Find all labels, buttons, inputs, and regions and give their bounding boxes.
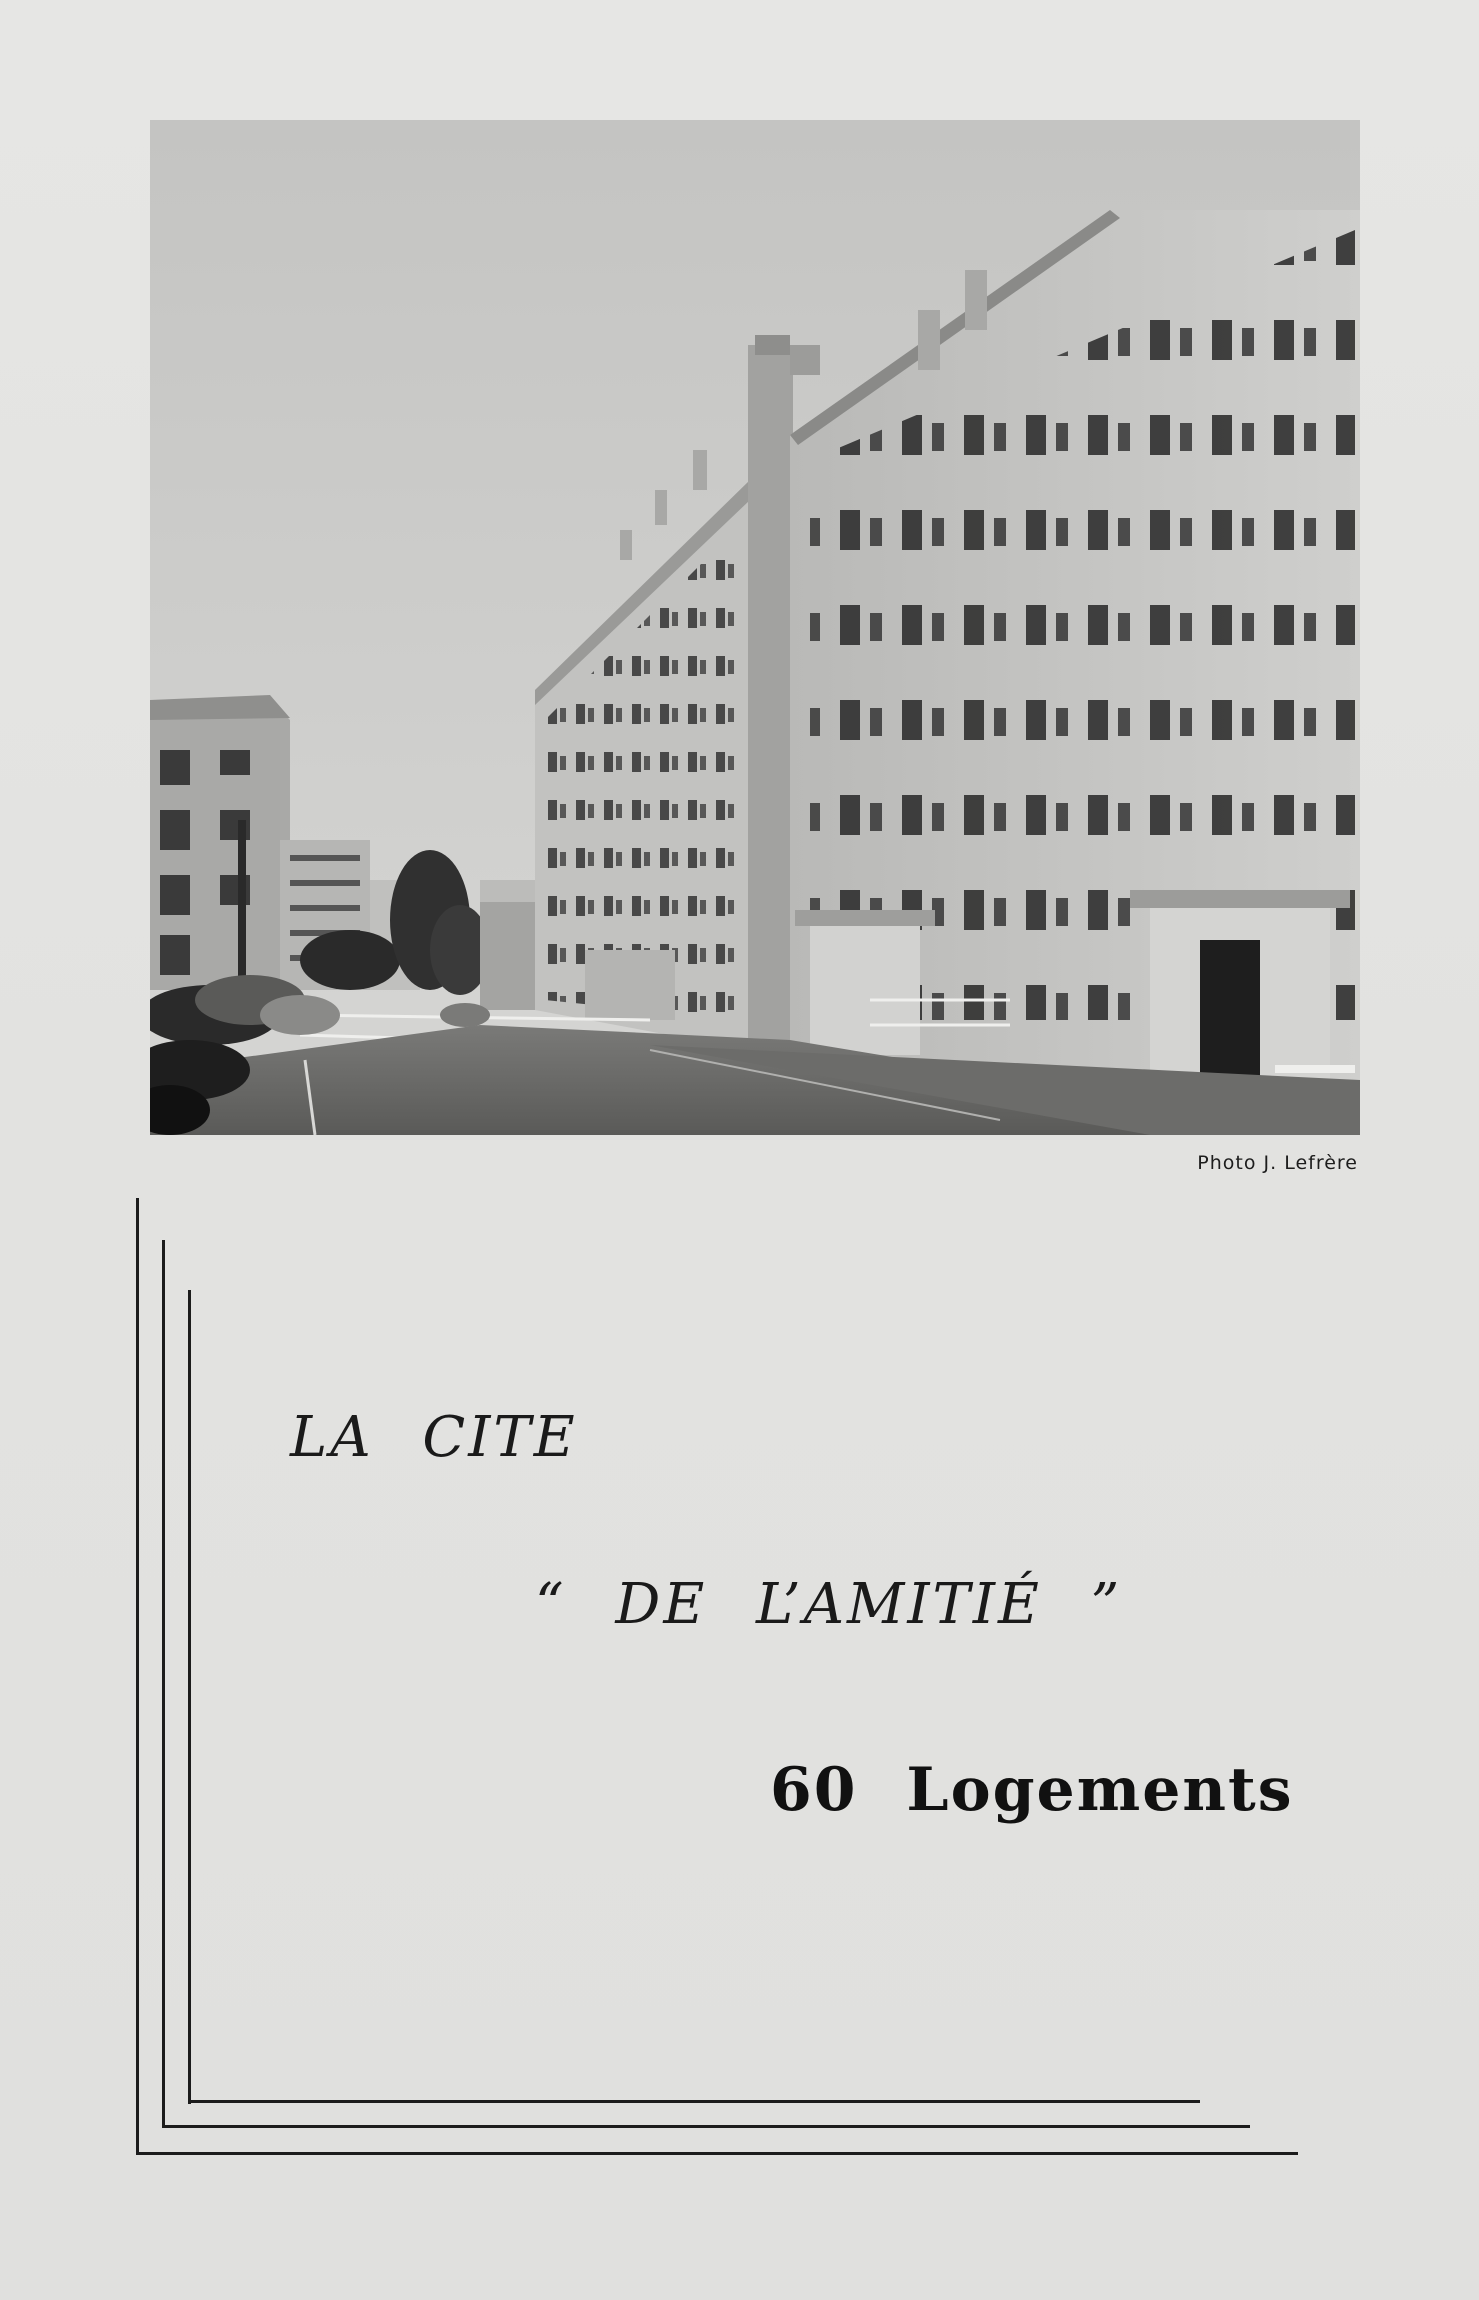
title-line-logements: 60 Logements: [770, 1755, 1294, 1825]
building-photograph: [150, 120, 1360, 1135]
title-line-de-l-amitie: “ DE L’AMITIÉ ”: [535, 1572, 1123, 1637]
frame-line-inner-vertical: [188, 1290, 191, 2104]
frame-line-inner-horizontal: [188, 2100, 1200, 2103]
frame-line-middle-vertical: [162, 1240, 165, 2128]
title-line-la-cite: LA CITE: [290, 1405, 578, 1470]
photo-credit: Photo J. Lefrère: [1197, 1152, 1358, 1174]
frame-line-outer-horizontal: [136, 2152, 1298, 2155]
frame-line-middle-horizontal: [162, 2125, 1250, 2128]
frame-line-outer-vertical: [136, 1198, 139, 2155]
photo-image: [150, 120, 1360, 1135]
